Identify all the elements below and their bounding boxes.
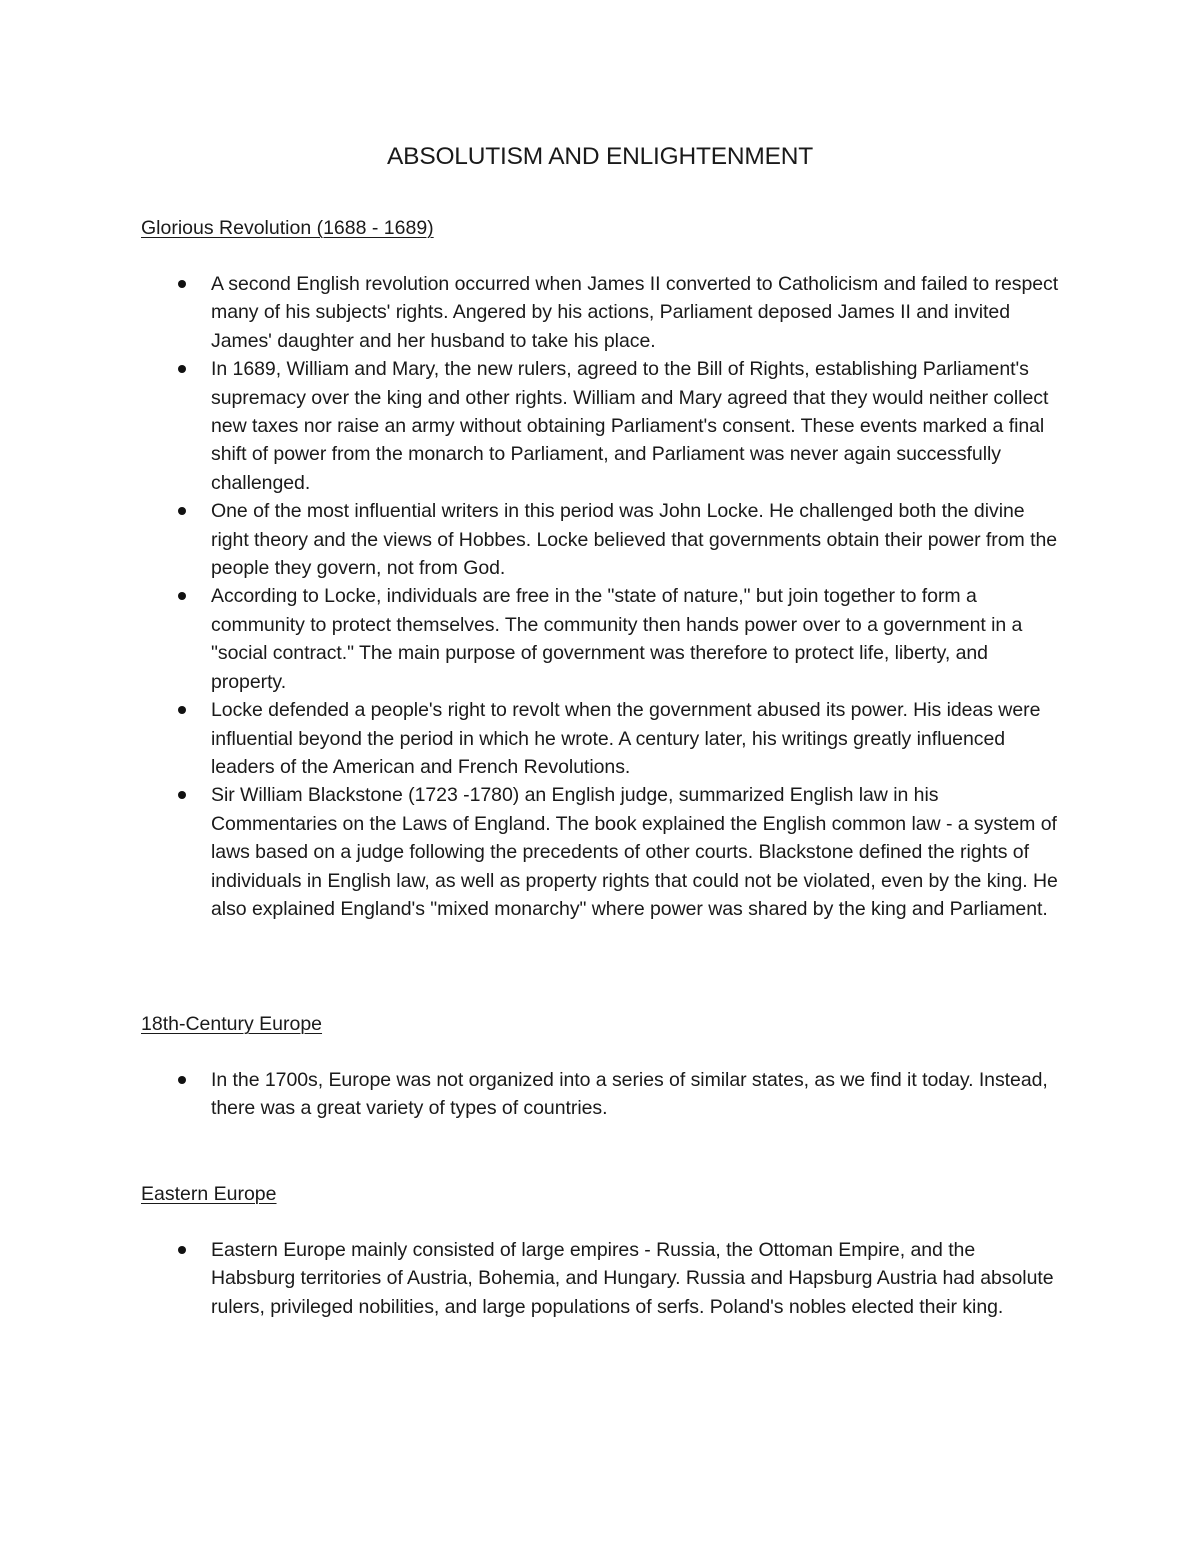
bullet-dot-icon [178,365,186,373]
bullet-dot-icon [178,791,186,799]
bullet-list-18th-century-europe [141,1066,1061,1123]
bullet-dot-icon [178,592,186,600]
list-item [141,355,1061,497]
list-item-text: A second English revolution occurred when James II converted to Catholicism and failed to respect many of his subjects' rights. Angered by his actions, Parliament deposed James II and invited James' daughter and her husband to take his place. [211,273,1059,352]
bullet-dot-icon [178,507,186,515]
list-item-text: Sir William Blackstone (1723 -1780) an English judge, summarized English law in his Commentaries on the Laws of England. The book explained the English common law - a system of laws based on a judge following the precedents of other courts. Blackstone defined the rights of individuals in English law, as well as property rights that could not be violated, even by the king. He also explained England's "mixed monarchy" where power was shared by the king and Parliament. [211,784,1058,920]
section-heading-glorious-revolution: Glorious Revolution (1688 - 1689) [141,217,434,239]
section-heading-eastern-europe: Eastern Europe [141,1183,277,1205]
bullet-dot-icon [178,1076,186,1084]
section-heading-18th-century-europe: 18th-Century Europe [141,1013,323,1035]
list-item-text: In the 1700s, Europe was not organized into a series of similar states, as we find it today. Instead, there was a great variety of types of countries. [211,1069,1048,1120]
list-item-text: Locke defended a people's right to revolt when the government abused its power. His ideas were influential beyond the period in which he wrote. A century later, his writings greatly influenced leaders of the American and French Revolutions. [211,699,1041,778]
bullet-dot-icon [178,1246,186,1254]
list-item-text: According to Locke, individuals are free in the "state of nature," but join together to form a community to protect themselves. The community then hands power over to a government in a "social contract." The main purpose of government was therefore to protect life, liberty, and property. [211,585,1023,693]
bullet-dot-icon [178,706,186,714]
list-item [141,497,1061,582]
bullet-dot-icon [178,280,186,288]
bullet-list-glorious-revolution [141,270,1061,923]
document-title: ABSOLUTISM AND ENLIGHTENMENT [387,143,813,170]
list-item [141,582,1061,696]
list-item-text: Eastern Europe mainly consisted of large empires - Russia, the Ottoman Empire, and the Habsburg territories of Austria, Bohemia, and Hungary. Russia and Hapsburg Austria had absolute rulers, privileged nobilities, and large populations of serfs. Poland's nobles elected their king. [211,1239,1054,1318]
list-item [141,696,1061,781]
list-item [141,1066,1061,1123]
list-item [141,1236,1061,1321]
list-item-text: One of the most influential writers in this period was John Locke. He challenged both the divine right theory and the views of Hobbes. Locke believed that governments obtain their power from the people they govern, not from God. [211,500,1058,580]
bullet-list-eastern-europe [141,1236,1061,1321]
list-item [141,781,1061,923]
list-item-text: In 1689, William and Mary, the new rulers, agreed to the Bill of Rights, establishing Parliament's supremacy over the king and other rights. William and Mary agreed that they would neither collect new taxes nor raise an army without obtaining Parliament's consent. These events marked a final shift of power from the monarch to Parliament, and Parliament was never again successfully challenged. [211,358,1049,494]
list-item [141,270,1061,355]
